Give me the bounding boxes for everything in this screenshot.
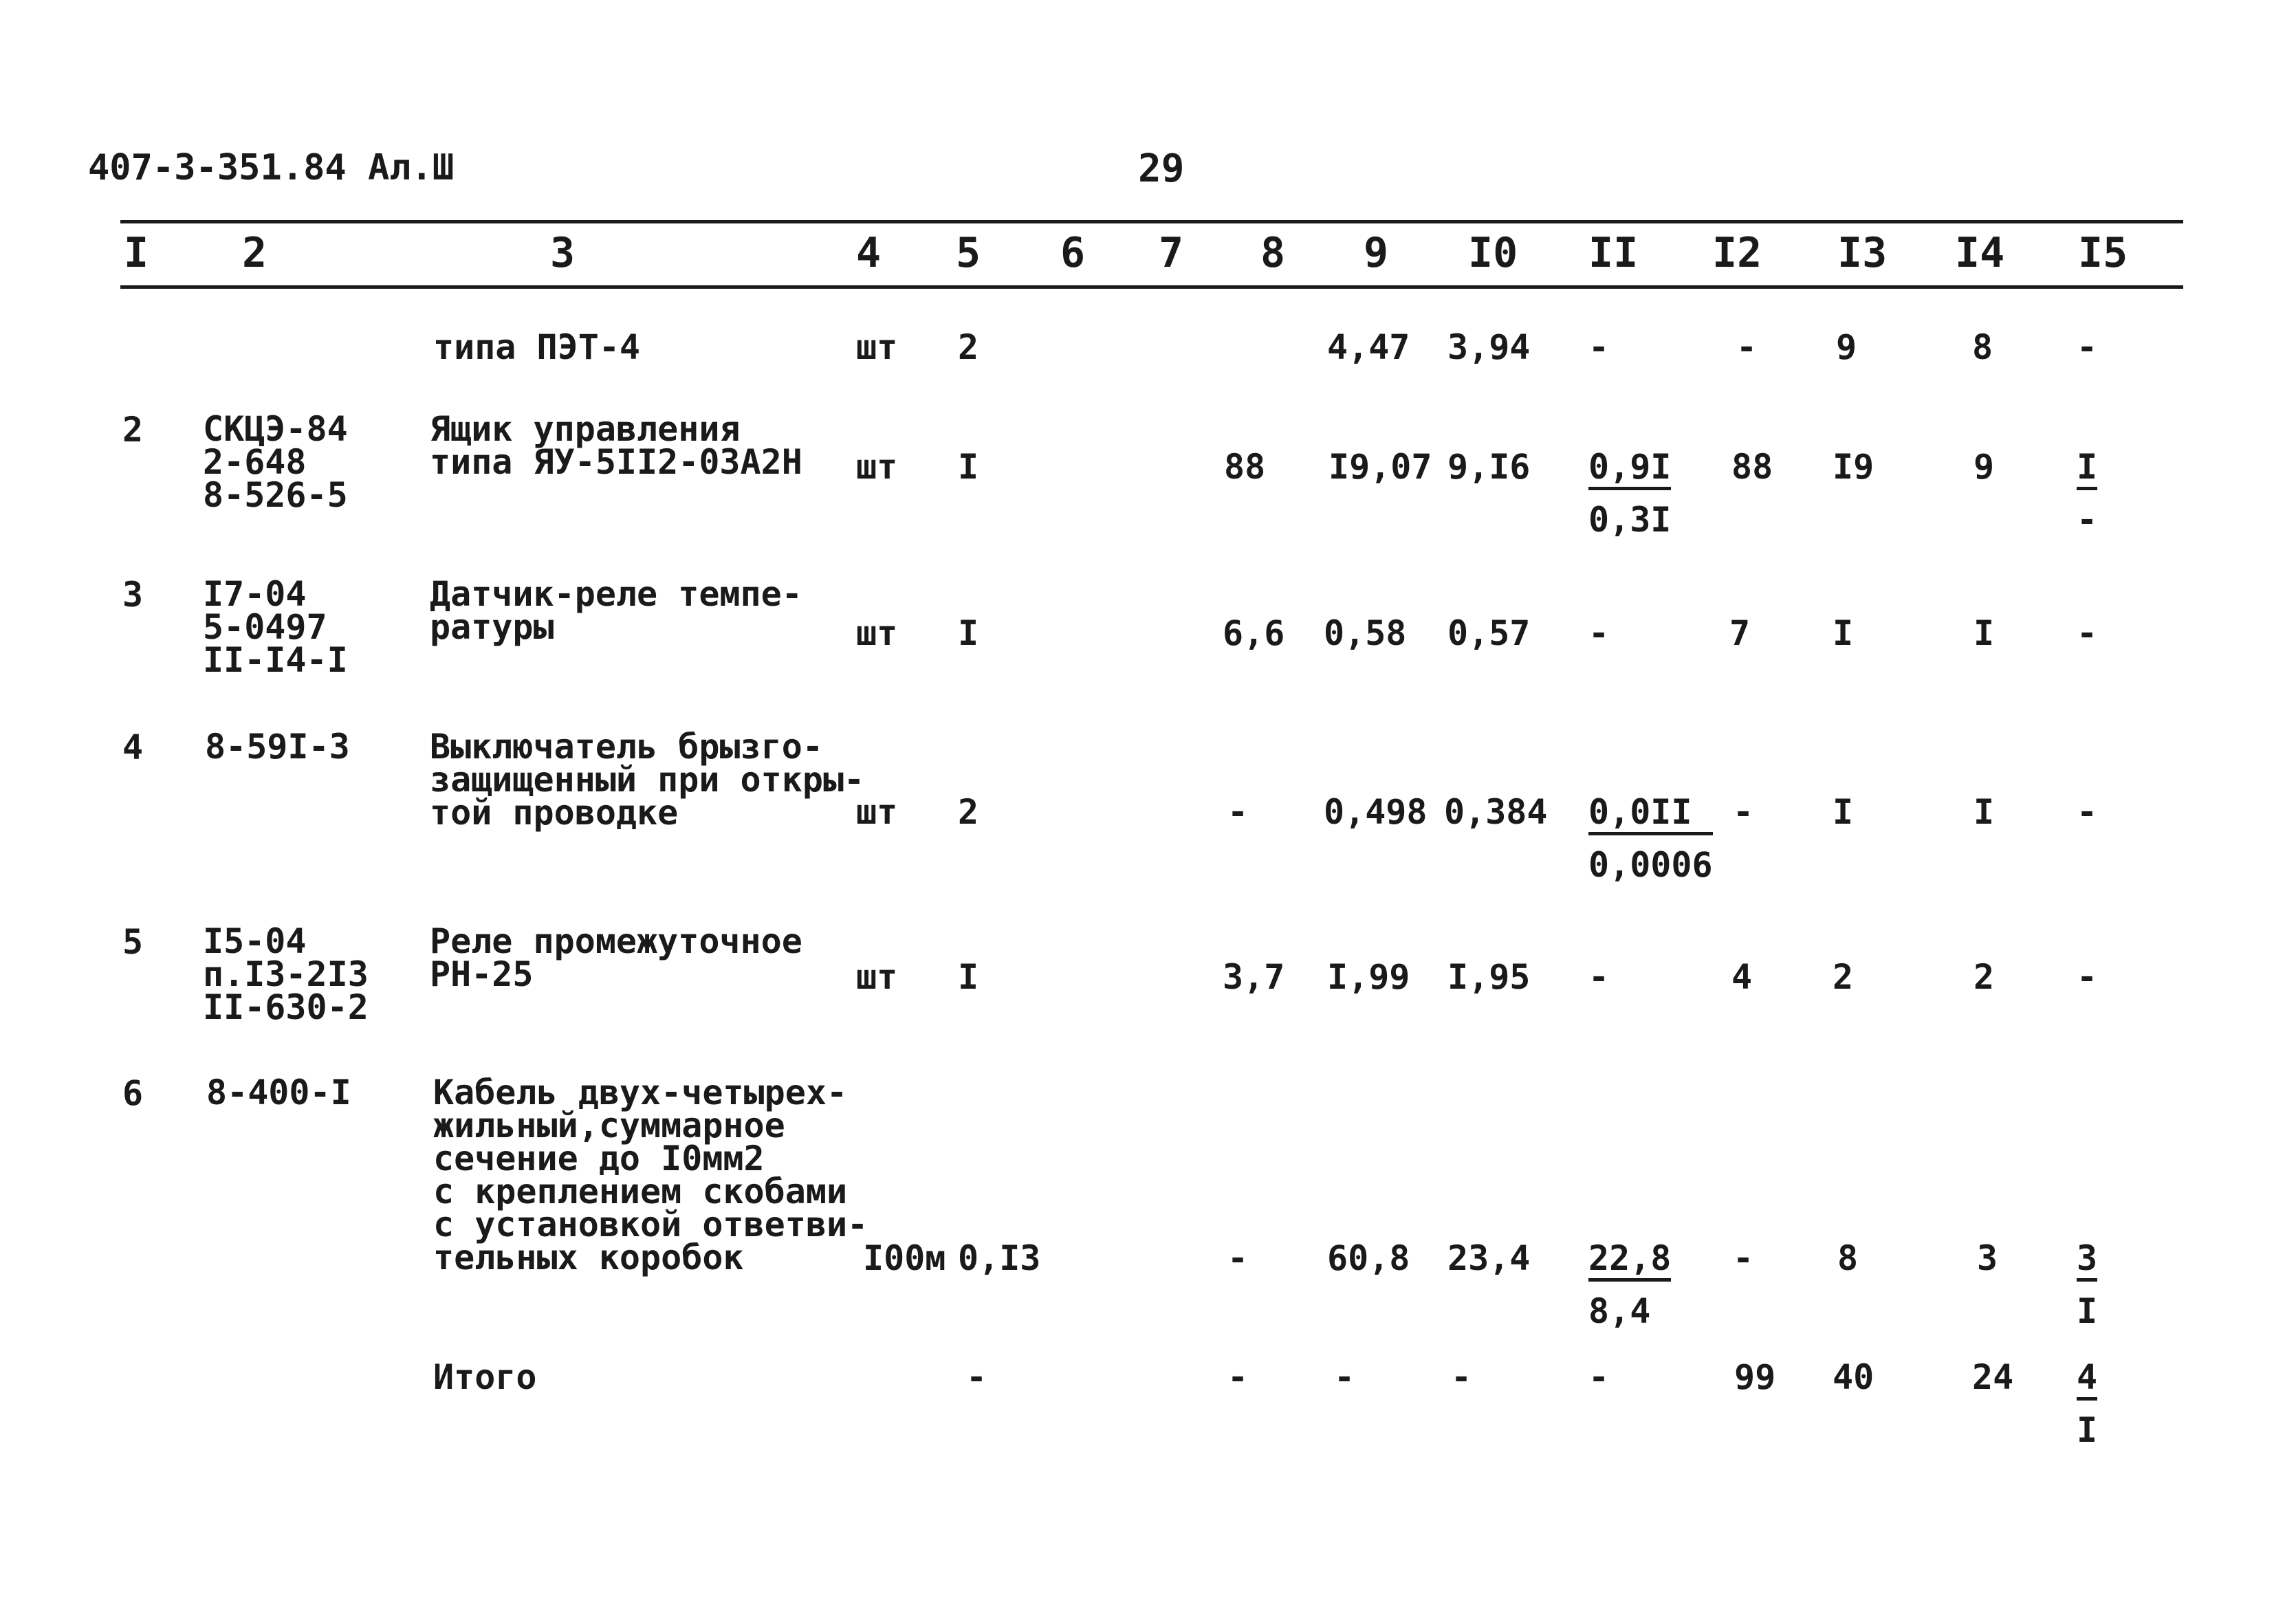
row-4-code bbox=[205, 727, 350, 767]
row-6-col11-numerator: 22,8 bbox=[1588, 1241, 1671, 1282]
total-col13: 40 bbox=[1833, 1357, 1874, 1397]
table-header-rule bbox=[120, 285, 2183, 289]
column-header-11: II bbox=[1588, 229, 1639, 277]
row-3-col14: I bbox=[1974, 613, 1995, 653]
row-3-col8: 6,6 bbox=[1223, 613, 1285, 653]
total-col14: 24 bbox=[1972, 1357, 2014, 1397]
row-1-name: типа ПЭТ-4 bbox=[433, 327, 641, 367]
column-header-7: 7 bbox=[1159, 229, 1184, 277]
total-col15-numerator: 4 bbox=[2077, 1360, 2097, 1401]
total-col11: - bbox=[1588, 1357, 1610, 1397]
row-6-col11-denominator: 8,4 bbox=[1588, 1291, 1651, 1331]
row-3-name-line-1: Датчик-реле темпе- bbox=[430, 574, 802, 614]
column-header-3: 3 bbox=[550, 229, 576, 277]
row-3-col10: 0,57 bbox=[1447, 613, 1531, 653]
table-top-rule bbox=[120, 220, 2183, 223]
row-3-number: 3 bbox=[122, 575, 144, 615]
row-6-col5: 0,I3 bbox=[958, 1238, 1041, 1278]
column-header-10: I0 bbox=[1468, 229, 1518, 277]
row-6-name bbox=[433, 1073, 868, 1277]
row-6-col15-numerator: 3 bbox=[2077, 1241, 2097, 1282]
row-2-col11-numerator: 0,9I bbox=[1588, 450, 1671, 490]
row-2-code-line-3: 8-526-5 bbox=[203, 475, 348, 515]
row-6-name-line-6: тельных коробок bbox=[433, 1238, 744, 1277]
row-4-col9: 0,498 bbox=[1324, 792, 1428, 832]
row-2-number: 2 bbox=[122, 410, 144, 450]
total-label: Итого bbox=[433, 1357, 537, 1397]
total-col5: - bbox=[966, 1357, 987, 1397]
total-col15 bbox=[2077, 1357, 2098, 1450]
row-5-col15: - bbox=[2077, 957, 2098, 997]
row-6-col9: 60,8 bbox=[1327, 1238, 1410, 1278]
row-2-code-line-1: СКЦЭ-84 bbox=[203, 409, 348, 449]
column-header-2: 2 bbox=[242, 229, 267, 277]
row-3-name bbox=[430, 574, 802, 647]
row-2-unit: шт bbox=[856, 447, 898, 487]
column-header-1: I bbox=[124, 229, 149, 277]
row-4-col13: I bbox=[1833, 792, 1854, 832]
row-2-name-line-1: Ящик управления bbox=[430, 409, 741, 449]
total-col15-denominator: I bbox=[2077, 1410, 2098, 1450]
row-2-col15-denominator: - bbox=[2077, 500, 2098, 540]
row-4-col10: 0,384 bbox=[1444, 792, 1548, 832]
row-6-name-line-4: с креплением скобами bbox=[433, 1172, 848, 1211]
row-2-name bbox=[430, 409, 802, 482]
row-2-col14: 9 bbox=[1974, 447, 1995, 487]
row-4-col11-denominator: 0,0006 bbox=[1588, 845, 1713, 885]
row-1-col15: - bbox=[2077, 327, 2098, 367]
row-6-number: 6 bbox=[122, 1073, 144, 1113]
row-6-name-line-2: жильный,суммарное bbox=[433, 1106, 785, 1145]
page-number: 29 bbox=[1138, 146, 1185, 191]
row-6-col14: 3 bbox=[1977, 1238, 1998, 1278]
row-6-col12: - bbox=[1733, 1238, 1754, 1278]
column-header-4: 4 bbox=[856, 229, 882, 277]
row-2-code-line-2: 2-648 bbox=[203, 442, 307, 482]
row-6-col13: 8 bbox=[1837, 1238, 1859, 1278]
total-col8: - bbox=[1227, 1357, 1249, 1397]
column-header-15: I5 bbox=[2078, 229, 2128, 277]
row-1-col13: 9 bbox=[1836, 327, 1857, 367]
row-3-code-line-2: 5-0497 bbox=[203, 607, 327, 647]
row-1-col10: 3,94 bbox=[1447, 327, 1531, 367]
row-3-col5: I bbox=[958, 613, 979, 653]
row-4-col11 bbox=[1588, 792, 1713, 885]
row-5-col12: 4 bbox=[1731, 957, 1753, 997]
row-3-col15: - bbox=[2077, 613, 2098, 653]
row-4-unit: шт bbox=[856, 792, 898, 832]
row-2-col5: I bbox=[958, 447, 979, 487]
column-header-5: 5 bbox=[956, 229, 981, 277]
document-code: 407-3-351.84 Ал.Ш bbox=[88, 147, 455, 188]
row-5-col11: - bbox=[1588, 957, 1610, 997]
row-2-name-line-2: типа ЯУ-5II2-03А2Н bbox=[430, 442, 802, 482]
row-5-col10: I,95 bbox=[1447, 957, 1531, 997]
row-4-name-line-2: защищенный при откры- bbox=[430, 760, 865, 800]
row-4-col12: - bbox=[1733, 792, 1754, 832]
column-header-9: 9 bbox=[1364, 229, 1389, 277]
row-4-number: 4 bbox=[122, 727, 144, 767]
row-5-code-line-3: II-630-2 bbox=[203, 987, 369, 1027]
row-5-name bbox=[430, 921, 802, 994]
row-4-name-line-1: Выключатель брызго- bbox=[430, 727, 823, 767]
column-header-6: 6 bbox=[1060, 229, 1086, 277]
row-6-col10: 23,4 bbox=[1447, 1238, 1531, 1278]
row-2-col15-numerator: I bbox=[2077, 450, 2097, 490]
row-2-col9: I9,07 bbox=[1329, 447, 1432, 487]
row-4-col11-numerator: 0,0II bbox=[1588, 795, 1713, 835]
total-col9: - bbox=[1334, 1357, 1355, 1397]
row-5-code-line-1: I5-04 bbox=[203, 921, 307, 961]
row-4-code-line-1: 8-59I-3 bbox=[205, 727, 350, 767]
row-2-col15 bbox=[2077, 447, 2098, 540]
row-6-col15 bbox=[2077, 1238, 2098, 1331]
row-4-col15: - bbox=[2077, 792, 2098, 832]
row-5-col13: 2 bbox=[1833, 957, 1854, 997]
row-5-code bbox=[203, 921, 369, 1027]
row-1-col9: 4,47 bbox=[1327, 327, 1410, 367]
column-header-14: I4 bbox=[1955, 229, 2005, 277]
row-5-name-line-2: РН-25 bbox=[430, 954, 534, 994]
row-6-name-line-3: сечение до I0мм2 bbox=[433, 1139, 765, 1178]
row-5-number: 5 bbox=[122, 922, 144, 962]
row-3-col9: 0,58 bbox=[1324, 613, 1407, 653]
column-header-13: I3 bbox=[1837, 229, 1888, 277]
row-3-code-line-3: II-I4-I bbox=[203, 640, 348, 680]
row-1-col12: - bbox=[1736, 327, 1758, 367]
row-1-col5: 2 bbox=[958, 327, 979, 367]
row-3-code bbox=[203, 574, 348, 680]
row-3-col13: I bbox=[1833, 613, 1854, 653]
row-4-col8: - bbox=[1227, 792, 1249, 832]
row-4-name-line-3: той проводке bbox=[430, 793, 679, 833]
column-header-12: I2 bbox=[1712, 229, 1762, 277]
row-6-code-line-1: 8-400-I bbox=[206, 1073, 351, 1112]
column-header-8: 8 bbox=[1260, 229, 1286, 277]
row-2-code bbox=[203, 409, 348, 515]
row-1-unit: шт bbox=[856, 327, 898, 367]
row-3-col11: - bbox=[1588, 613, 1610, 653]
row-6-col15-denominator: I bbox=[2077, 1291, 2098, 1331]
row-5-unit: шт bbox=[856, 957, 898, 997]
row-3-col12: 7 bbox=[1729, 613, 1751, 653]
total-col12: 99 bbox=[1734, 1357, 1776, 1397]
row-1-col14: 8 bbox=[1972, 327, 1993, 367]
row-5-code-line-2: п.I3-2I3 bbox=[203, 954, 369, 994]
row-3-name-line-2: ратуры bbox=[430, 607, 554, 647]
row-5-col14: 2 bbox=[1974, 957, 1995, 997]
row-6-col8: - bbox=[1227, 1238, 1249, 1278]
row-4-col5: 2 bbox=[958, 792, 979, 832]
row-2-col12: 88 bbox=[1731, 447, 1773, 487]
row-2-col8: 88 bbox=[1224, 447, 1266, 487]
row-6-col11 bbox=[1588, 1238, 1672, 1331]
row-5-col8: 3,7 bbox=[1223, 957, 1285, 997]
row-6-unit: I00м bbox=[863, 1238, 946, 1278]
row-2-col11 bbox=[1588, 447, 1672, 540]
row-3-code-line-1: I7-04 bbox=[203, 574, 307, 614]
row-2-col13: I9 bbox=[1833, 447, 1874, 487]
row-5-col9: I,99 bbox=[1327, 957, 1410, 997]
row-6-name-line-5: с установкой ответви- bbox=[433, 1205, 868, 1244]
row-6-name-line-1: Кабель двух-четырех- bbox=[433, 1073, 848, 1112]
row-2-col10: 9,I6 bbox=[1447, 447, 1531, 487]
row-6-code bbox=[206, 1073, 351, 1112]
row-5-name-line-1: Реле промежуточное bbox=[430, 921, 802, 961]
row-3-unit: шт bbox=[856, 613, 898, 653]
total-col10: - bbox=[1451, 1357, 1472, 1397]
row-1-col11: - bbox=[1588, 327, 1610, 367]
row-5-col5: I bbox=[958, 957, 979, 997]
row-4-name bbox=[430, 727, 865, 833]
row-4-col14: I bbox=[1974, 792, 1995, 832]
row-2-col11-denominator: 0,3I bbox=[1588, 500, 1672, 540]
